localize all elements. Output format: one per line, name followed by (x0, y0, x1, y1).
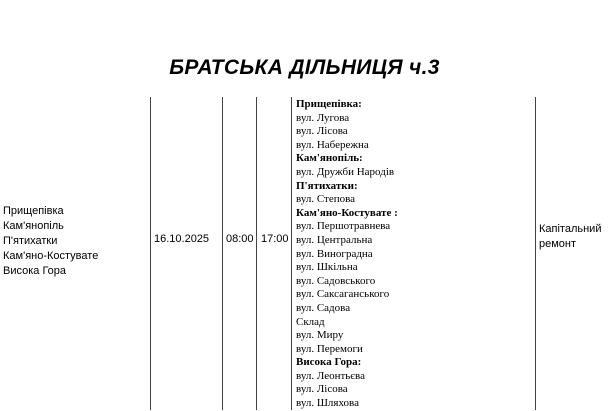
street-line: вул. Центральна (296, 233, 373, 246)
street-line: вул. Першотравнева (296, 220, 391, 233)
column-divider (150, 97, 151, 410)
place-name: Кам'яно-Костувате (3, 250, 99, 262)
place-name: Висока Гора (3, 265, 67, 277)
place-name: Кам'янопіль (3, 220, 64, 232)
street-group-header: Кам'яно-Костувате : (296, 206, 398, 219)
reason-line: Капітальний (539, 223, 602, 235)
outage-date: 16.10.2025 (154, 233, 210, 245)
street-line: вул. Лісова (296, 125, 348, 138)
street-line: вул. Виноградна (296, 247, 373, 260)
street-line: вул. Набережна (296, 138, 369, 151)
street-line: вул. Миру (296, 329, 344, 342)
street-line: вул. Шляхова (296, 397, 359, 410)
street-group-header: Прищепівка: (296, 98, 362, 110)
street-line: вул. Леонтьєва (296, 369, 365, 382)
street-group-header: П'ятихатки: (296, 179, 358, 192)
street-line: вул. Перемоги (296, 342, 363, 355)
column-divider (535, 97, 536, 410)
street-line: вул. Лісова (296, 383, 348, 396)
street-group-header: Кам'янопіль: (296, 152, 363, 165)
column-divider (256, 97, 257, 410)
street-line: вул. Дружби Народів (296, 165, 395, 178)
outage-reason (539, 222, 601, 252)
places-cell (3, 204, 98, 279)
street-line: вул. Саксаганського (296, 288, 390, 301)
reason-line: ремонт (539, 238, 577, 250)
page-title: БРАТСЬКА ДІЛЬНИЦЯ ч.3 (169, 56, 440, 79)
outage-end-time: 17:00 (261, 233, 289, 245)
column-divider (222, 97, 223, 410)
place-name: П'ятихатки (3, 235, 58, 247)
street-line: вул. Садова (296, 301, 351, 314)
street-line: вул. Садовського (296, 274, 376, 287)
outage-start-time: 08:00 (226, 233, 254, 245)
place-name: Прищепівка (3, 205, 64, 217)
street-line: вул. Степова (296, 193, 356, 206)
street-group-header: Висока Гора: (296, 356, 362, 369)
street-line: Склад (296, 315, 325, 328)
street-line: вул. Лугова (296, 111, 350, 124)
column-divider (291, 97, 292, 410)
street-line: вул. Шкільна (296, 261, 358, 274)
streets-cell (296, 98, 398, 411)
